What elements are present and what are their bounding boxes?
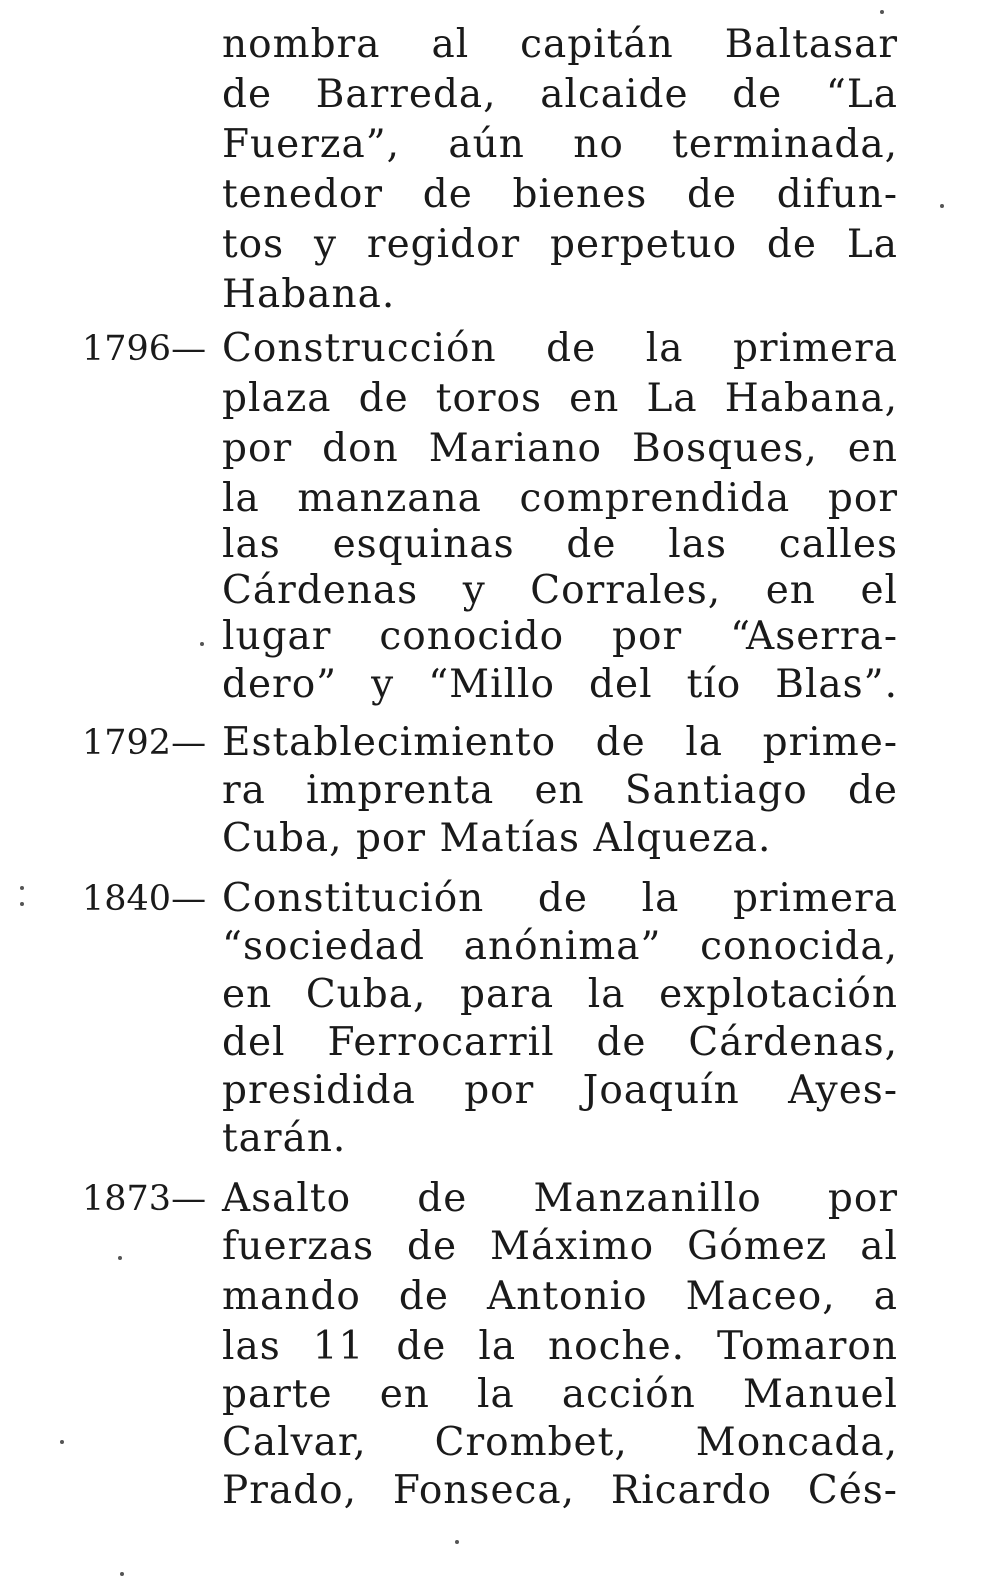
- entry-4-line-6: Prado, Fonseca, Ricardo Cés-: [222, 1468, 898, 1513]
- entry-3-line-2: en Cuba, para la explotación: [222, 972, 898, 1017]
- entry-1-line-5: Cárdenas y Corrales, en el: [222, 568, 898, 613]
- entry-1-line-4: las esquinas de las calles: [222, 522, 898, 567]
- entry-1-line-2: por don Mariano Bosques, en: [222, 426, 898, 471]
- print-speck: [60, 1440, 64, 1444]
- entry-4-line-2: mando de Antonio Maceo, a: [222, 1274, 898, 1319]
- entry-3-line-1: “sociedad anónima” conocida,: [222, 924, 898, 969]
- entry-1-line-7: dero” y “Millo del tío Blas”.: [222, 662, 898, 707]
- entry-4-year: 1873—: [82, 1179, 207, 1219]
- entry-4-line-0: Asalto de Manzanillo por: [222, 1176, 898, 1221]
- print-speck: [455, 1540, 459, 1544]
- entry-0-line-0: nombra al capitán Baltasar: [222, 22, 898, 67]
- print-speck: [20, 886, 24, 890]
- entry-1-line-3: la manzana comprendida por: [222, 476, 898, 521]
- entry-0-line-1: de Barreda, alcaide de “La: [222, 72, 898, 117]
- entry-1-line-0: Construcción de la primera: [222, 326, 898, 371]
- entry-3-line-3: del Ferrocarril de Cárdenas,: [222, 1020, 898, 1065]
- entry-1-line-6: lugar conocido por “Aserra-: [222, 614, 898, 659]
- entry-4-line-1: fuerzas de Máximo Gómez al: [222, 1224, 898, 1269]
- print-speck: [880, 10, 884, 14]
- entry-2-line-0: Establecimiento de la prime-: [222, 720, 898, 765]
- entry-0-line-2: Fuerza”, aún no terminada,: [222, 122, 898, 167]
- entry-0-line-5: Habana.: [222, 272, 396, 317]
- entry-1-year: 1796—: [82, 329, 207, 369]
- print-speck: [118, 1256, 122, 1260]
- print-speck: [20, 902, 24, 906]
- entry-2-year: 1792—: [82, 723, 207, 763]
- entry-0-line-4: tos y regidor perpetuo de La: [222, 222, 898, 267]
- entry-3-line-4: presidida por Joaquín Ayes-: [222, 1068, 898, 1113]
- entry-3-year: 1840—: [82, 879, 207, 919]
- entry-1-line-1: plaza de toros en La Habana,: [222, 376, 898, 421]
- entry-2-line-2: Cuba, por Matías Alqueza.: [222, 816, 772, 861]
- entry-0-line-3: tenedor de bienes de difun-: [222, 172, 898, 217]
- entry-3-line-5: tarán.: [222, 1116, 347, 1161]
- entry-4-line-3: las 11 de la noche. Tomaron: [222, 1324, 898, 1369]
- entry-4-line-4: parte en la acción Manuel: [222, 1372, 898, 1417]
- entry-3-line-0: Constitución de la primera: [222, 876, 898, 921]
- print-speck: [940, 204, 944, 208]
- entry-4-line-5: Calvar, Crombet, Moncada,: [222, 1420, 898, 1465]
- print-speck: [200, 642, 204, 646]
- print-speck: [120, 1572, 124, 1576]
- entry-2-line-1: ra imprenta en Santiago de: [222, 768, 898, 813]
